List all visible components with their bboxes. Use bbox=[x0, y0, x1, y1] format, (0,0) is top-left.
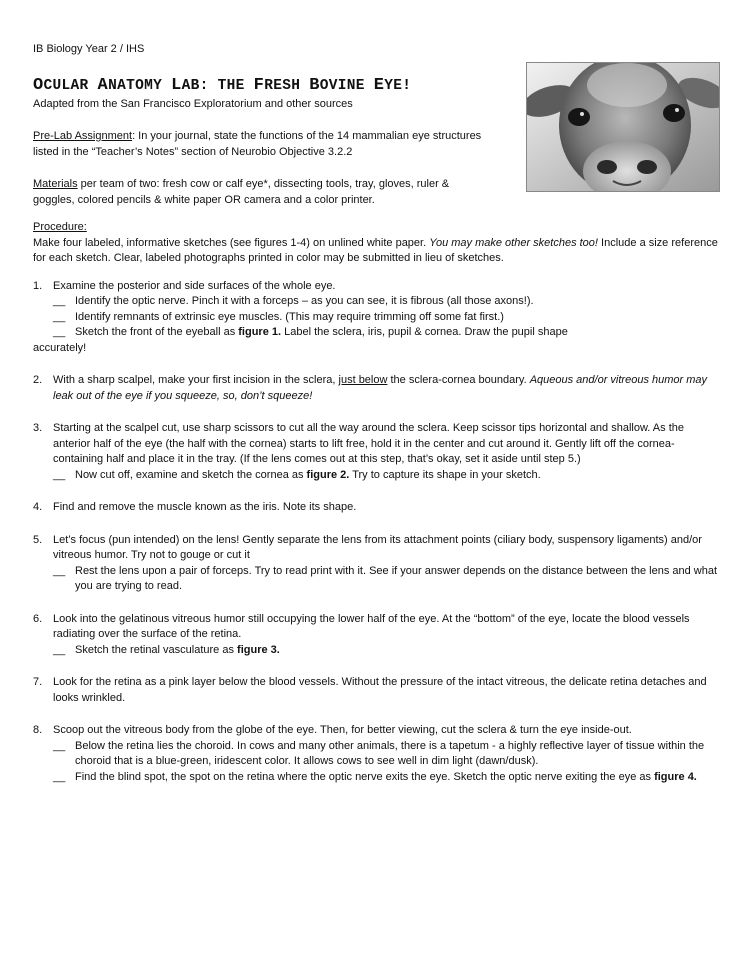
checkbox-blank: __ bbox=[53, 564, 66, 577]
course-header: IB Biology Year 2 / IHS bbox=[33, 43, 145, 55]
step-6-sub: __ Sketch the retinal vasculature as figure 3. bbox=[53, 643, 723, 659]
checkbox-blank: __ bbox=[53, 643, 66, 656]
checkbox-blank: __ bbox=[53, 310, 66, 323]
checkbox-blank: __ bbox=[53, 739, 66, 752]
step-6: 6. Look into the gelatinous vitreous humor still occupying the lower half of the eye. At the “bottom” of the eye, locate the blood vessels radiating over the surface of the retina. __ Sketch the retinal vasculature as figure 3. bbox=[33, 612, 723, 659]
step-1: 1. Examine the posterior and side surfaces of the whole eye. __ Identify the optic nerve. Pinch it with a forceps – as you can see, it is fibrous (all those axons!). __ Identify remnants of extrinsic eye muscles. (This may require trimming off some fat first.) __ Sketch the front of the eyeball as figure 1. Label the sclera, iris, pupil & cornea. Draw the pupil shape accurately! bbox=[33, 279, 723, 357]
procedure-steps bbox=[33, 279, 723, 786]
step-1-sub-2: __ Identify remnants of extrinsic eye muscles. (This may require trimming off some fat first.) bbox=[53, 310, 723, 326]
cow-face-image bbox=[527, 63, 719, 191]
step-1-sub-1: __ Identify the optic nerve. Pinch it with a forceps – as you can see, it is fibrous (all those axons!). bbox=[53, 294, 723, 310]
checkbox-blank: __ bbox=[53, 326, 66, 338]
procedure-label: Procedure: bbox=[33, 221, 87, 233]
prelab-text: : In your journal, state the functions of the 14 mammalian eye structures listed in the “Teacher’s Notes” section of Neurobio Objective 3.2.2 bbox=[33, 130, 482, 158]
checkbox-blank: __ bbox=[53, 295, 66, 307]
subtitle: Adapted from the San Francisco Exploratorium and other sources bbox=[33, 97, 353, 110]
step-4: 4. Find and remove the muscle known as the iris. Note its shape. bbox=[33, 501, 357, 513]
step-5-sub: __ Rest the lens upon a pair of forceps. Try to read print with it. See if your answer depends on the distance between the lens and what you are trying to read. bbox=[53, 564, 718, 592]
procedure-text: Make four labeled, informative sketches (see figures 1-4) on unlined white paper. You may make other sketches too! Include a size reference for each sketch. Clear, labeled photographs printed in color may be submitted in lieu of sketches. bbox=[33, 236, 718, 264]
document-title: OCULAR ANATOMY LAB: THE FRESH BOVINE EYE! bbox=[33, 75, 412, 95]
procedure bbox=[33, 220, 723, 267]
prelab-label: Pre-Lab Assignment bbox=[33, 130, 133, 142]
step-3-sub: __ Now cut off, examine and sketch the cornea as figure 2. Try to capture its shape in your sketch. bbox=[53, 468, 723, 484]
materials-label: Materials bbox=[33, 178, 78, 190]
step-5: 5. Let’s focus (pun intended) on the lens! Gently separate the lens from its attachment points (ciliary body, suspensory ligaments) and/or vitreous humor. Try not to gouge or cut it __ Rest the lens upon a pair of forceps. Try to read print with it. See if your answer depends on the distance between the lens and what you are trying to read. bbox=[33, 533, 723, 595]
cow-face-photo bbox=[526, 62, 720, 192]
step-8-sub-1: __ Below the retina lies the choroid. In cows and many other animals, there is a tapetum - a highly reflective layer of tissue within the choroid that is a blue-green, iridescent color. It allows cows to see well in dim light (dawn/dusk). bbox=[53, 739, 705, 767]
step-1-sub-3: __ Sketch the front of the eyeball as figure 1. Label the sclera, iris, pupil & cornea. Draw the pupil shape bbox=[53, 325, 723, 341]
step-7: 7. Look for the retina as a pink layer below the blood vessels. Without the pressure of the intact vitreous, the delicate retina detaches and looks wrinkled. bbox=[33, 676, 707, 704]
step-2: 2. With a sharp scalpel, make your first incision in the sclera, just below the sclera-cornea boundary. Aqueous and/or vitreous humor may leak out of the eye if you squeeze, so, don’t squeeze! bbox=[33, 374, 708, 402]
step-8-sub-2: __ Find the blind spot, the spot on the retina where the optic nerve exits the eye. Sketch the optic nerve exiting the eye as figure 4. bbox=[53, 770, 723, 786]
materials-text: per team of two: fresh cow or calf eye*, dissecting tools, tray, gloves, ruler & goggles, colored pencils & white paper OR camera and a color printer. bbox=[33, 178, 450, 206]
checkbox-blank: __ bbox=[53, 468, 66, 481]
checkbox-blank: __ bbox=[53, 770, 66, 783]
step-3: 3. Starting at the scalpel cut, use sharp scissors to cut all the way around the sclera. Keep scissor tips horizontal and shallow. As the anterior half of the eye (the half with the cornea) starts to lift free, hold it in the center and cut around it. Gently lift off the cornea-containing half and place it in the tray. (If the lens comes out at this step, that’s okay, set it aside until step 5.) __ Now cut off, examine and sketch the cornea as figure 2. Try to capture its shape in your sketch. bbox=[33, 421, 723, 483]
step-8: 8. Scoop out the vitreous body from the globe of the eye. Then, for better viewing, cut the sclera & turn the eye inside-out. __ Below the retina lies the choroid. In cows and many other animals, there is a tapetum - a highly reflective layer of tissue within the choroid that is a blue-green, iridescent color. It allows cows to see well in dim light (dawn/dusk). __ Find the blind spot, the spot on the retina where the optic nerve exits the eye. Sketch the optic nerve exiting the eye as figure 4. bbox=[33, 723, 723, 785]
materials bbox=[33, 177, 493, 208]
prelab-assignment bbox=[33, 129, 503, 160]
